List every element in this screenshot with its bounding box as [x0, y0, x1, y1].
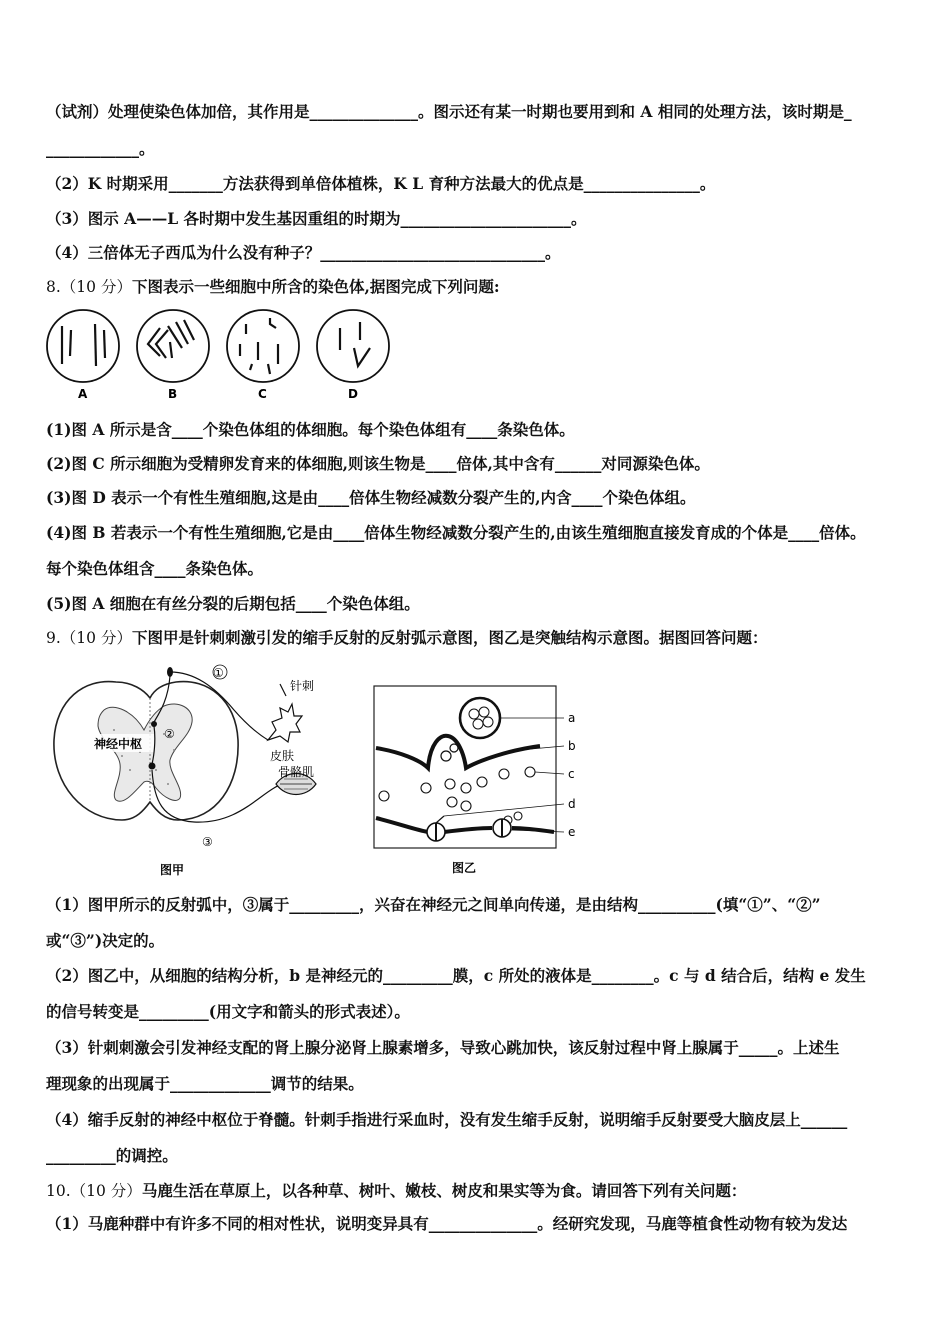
question-9-item: （4）缩手反射的神经中枢位于脊髓。针刺手指进行采血时，没有发生缩手反射，说明缩手反射要受大脑皮层上______ — [46, 1110, 848, 1129]
skin-label: 皮肤 — [270, 749, 295, 763]
question-9-item: _________的调控。 — [46, 1146, 178, 1165]
reflex-arc-figure — [44, 660, 344, 880]
question-score: （10 分） — [70, 1182, 142, 1200]
cell-label: D — [348, 387, 358, 401]
muscle-label: 骨骼肌 — [278, 765, 315, 779]
question-10-item: （1）马鹿种群中有许多不同的相对性状，说明变异具有______________。经研究发现，马鹿等植食性动物有较为发达 — [46, 1214, 848, 1233]
label-d: d — [568, 797, 576, 811]
label-b: b — [568, 739, 576, 753]
text-line: （2）K 时期采用_______方法获得到单倍体植株，K L 育种方法最大的优点是_______________。 — [46, 174, 716, 193]
text-line: （3）图示 A——L 各时期中发生基因重组的时期为______________________。 — [46, 209, 587, 228]
mark-one: ① — [213, 666, 224, 680]
nerve-center-label: 神经中枢 — [94, 737, 143, 751]
label-e: e — [568, 825, 576, 839]
question-title: 马鹿生活在草原上，以各种草、树叶、嫩枝、树皮和果实等为食。请回答下列有关问题： — [141, 1181, 747, 1200]
figure-caption-yi: 图乙 — [452, 861, 477, 875]
cell-label: B — [168, 387, 178, 401]
text-line: （试剂）处理使染色体加倍，其作用是______________。图示还有某一时期也要用到和 A 相同的处理方法，该时期是_ — [46, 102, 852, 121]
question-8-item: (4)图 B 若表示一个有性生殖细胞,它是由____倍体生物经减数分裂产生的,由该生殖细胞直接发育成的个体是____倍体。 — [46, 523, 866, 542]
question-8-item: 每个染色体组含____条染色体。 — [46, 559, 264, 578]
question-9-item: （1）图甲所示的反射弧中，③属于_________，兴奋在神经元之间单向传递，是由结构__________(填“①”、“②” — [46, 895, 821, 914]
question-8-item: (3)图 D 表示一个有性生殖细胞,这是由____倍体生物经减数分裂产生的,内含____个染色体组。 — [46, 488, 696, 507]
question-9-header — [46, 627, 767, 649]
question-score: （10 分） — [60, 629, 132, 647]
question-9-item: （3）针刺刺激会引发神经支配的肾上腺分泌肾上腺素增多，导致心跳加快，该反射过程中肾上腺属于_____。上述生 — [46, 1038, 840, 1057]
text-line: ____________。 — [46, 139, 155, 158]
question-number: 8. — [46, 278, 61, 296]
synapse-figure — [370, 684, 590, 878]
question-8-header — [46, 276, 500, 298]
label-a: a — [568, 711, 576, 725]
mark-two: ② — [164, 727, 175, 741]
question-title: 下图甲是针刺刺激引发的缩手反射的反射弧示意图，图乙是突触结构示意图。据图回答问题： — [131, 628, 768, 647]
question-9-item: （2）图乙中，从细胞的结构分析，b 是神经元的_________膜，c 所处的液体是________。c 与 d 结合后，结构 e 发生 — [46, 966, 866, 985]
question-10-header — [46, 1180, 746, 1202]
question-8-item: (1)图 A 所示是含____个染色体组的体细胞。每个染色体组有____条染色体。 — [46, 420, 575, 439]
label-c: c — [568, 767, 575, 781]
question-9-item: 理现象的出现属于_____________调节的结果。 — [46, 1074, 364, 1093]
question-9-item: 或“③”)决定的。 — [46, 931, 165, 950]
question-number: 10. — [46, 1182, 71, 1200]
text-line: （4）三倍体无子西瓜为什么没有种子？_____________________________。 — [46, 243, 561, 262]
cell-a — [47, 310, 119, 382]
question-8-item: (2)图 C 所示细胞为受精卵发育来的体细胞,则该生物是____倍体,其中含有______对同源染色体。 — [46, 454, 710, 473]
cell-d — [317, 310, 389, 382]
question-number: 9. — [46, 629, 61, 647]
cell-label: C — [258, 387, 267, 401]
needle-label: 针刺 — [290, 679, 315, 693]
question-title: 下图表示一些细胞中所含的染色体,据图完成下列问题: — [131, 277, 500, 296]
mark-three: ③ — [202, 835, 213, 849]
chromosome-cells-figure — [40, 304, 400, 404]
question-9-item: 的信号转变是_________(用文字和箭头的形式表述）。 — [46, 1002, 410, 1021]
cell-label: A — [78, 387, 88, 401]
cell-b — [137, 310, 209, 382]
question-score: （10 分） — [60, 278, 132, 296]
cell-c — [227, 310, 299, 382]
question-8-item: (5)图 A 细胞在有丝分裂的后期包括____个染色体组。 — [46, 594, 420, 613]
figure-caption-jia: 图甲 — [160, 863, 185, 877]
